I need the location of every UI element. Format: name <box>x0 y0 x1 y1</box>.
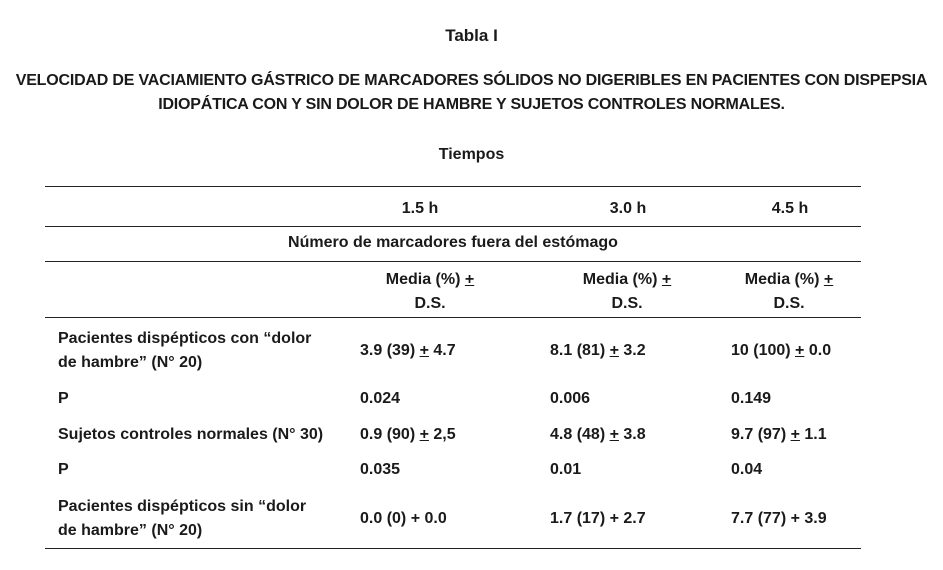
stat-header-rule <box>45 317 861 318</box>
p-value-1-4-5h: 0.149 <box>731 390 772 407</box>
time-header-1: 1.5 h <box>401 200 439 217</box>
p-value-2-3-0h: 0.01 <box>550 461 582 478</box>
time-header-3: 4.5 h <box>771 200 809 217</box>
table-title-line-2: IDIOPÁTICA CON Y SIN DOLOR DE HAMBRE Y SUJETOS CONTROLES NORMALES. <box>158 96 785 113</box>
p-value-1-1-5h: 0.024 <box>360 390 401 407</box>
section-rule <box>45 261 861 262</box>
row-label-p-2: P <box>58 461 69 478</box>
cell-con-dolor-1-5h: 3.9 (39) + 4.7 <box>360 342 456 359</box>
cell-controles-3-0h: 4.8 (48) + 3.8 <box>550 426 646 443</box>
stat-header-1: Media (%) + D.S. <box>385 271 475 312</box>
row-label-p-1: P <box>58 390 69 407</box>
row-label-controles: Sujetos controles normales (N° 30) <box>58 426 324 443</box>
p-value-1-3-0h: 0.006 <box>550 390 591 407</box>
p-value-2-1-5h: 0.035 <box>360 461 401 478</box>
table-label: Tabla I <box>445 26 498 45</box>
cell-controles-1-5h: 0.9 (90) + 2,5 <box>360 426 456 443</box>
cell-sin-dolor-1-5h: 0.0 (0) + 0.0 <box>360 510 447 527</box>
section-title: Número de marcadores fuera del estómago <box>288 234 618 251</box>
cell-controles-4-5h: 9.7 (97) + 1.1 <box>731 426 827 443</box>
cell-con-dolor-3-0h: 8.1 (81) + 3.2 <box>550 342 646 359</box>
tiempos-heading: Tiempos <box>438 146 505 163</box>
header-rule <box>45 226 861 227</box>
stat-header-3: Media (%) + D.S. <box>744 271 834 312</box>
table-title-line-1: VELOCIDAD DE VACIAMIENTO GÁSTRICO DE MARCADORES SÓLIDOS NO DIGERIBLES EN PACIENTES CON DISPEPSIA <box>15 72 928 89</box>
row-label-sin-dolor: Pacientes dispépticos sin “dolor de hambre” (N° 20) <box>58 498 307 539</box>
table-bottom-rule <box>45 548 861 549</box>
cell-sin-dolor-4-5h: 7.7 (77) + 3.9 <box>731 510 827 527</box>
time-header-2: 3.0 h <box>609 200 647 217</box>
cell-con-dolor-4-5h: 10 (100) + 0.0 <box>731 342 832 359</box>
stat-header-2: Media (%) + D.S. <box>582 271 672 312</box>
row-label-con-dolor: Pacientes dispépticos con “dolor de hambre” (N° 20) <box>58 330 312 371</box>
cell-sin-dolor-3-0h: 1.7 (17) + 2.7 <box>550 510 646 527</box>
table-top-rule <box>45 186 861 187</box>
p-value-2-4-5h: 0.04 <box>731 461 763 478</box>
